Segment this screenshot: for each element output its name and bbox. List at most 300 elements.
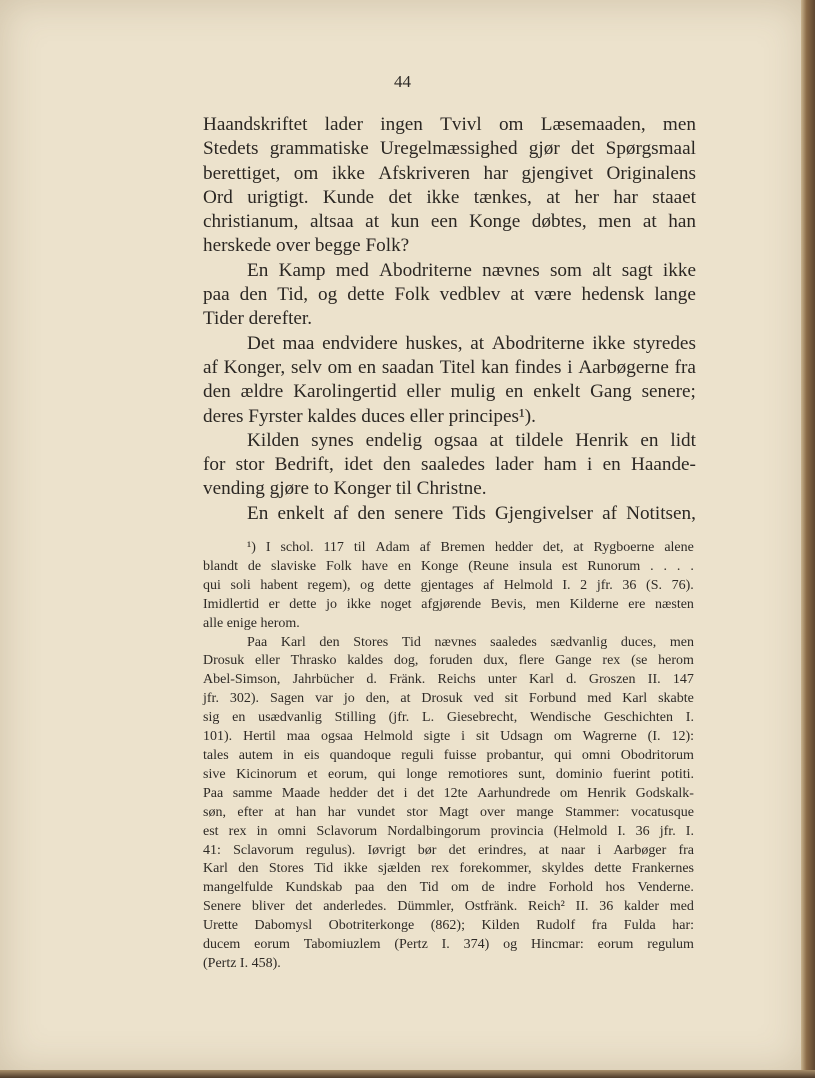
- word: har: [613, 186, 638, 208]
- word: Wendische: [529, 710, 592, 726]
- word: Stammer:: [565, 804, 620, 820]
- word: regulum: [647, 937, 694, 953]
- word: indre: [507, 880, 537, 896]
- word: om: [293, 162, 319, 184]
- word: II.: [575, 899, 589, 915]
- word: Rygboerne: [593, 540, 655, 555]
- word: om: [553, 729, 572, 745]
- line-text: herskede over begge Folk?: [203, 235, 410, 257]
- word: ogsaa: [434, 429, 478, 451]
- word: endelig: [365, 429, 423, 451]
- word: ham: [543, 454, 577, 476]
- word: de: [247, 558, 262, 574]
- word: synes: [311, 429, 354, 451]
- word: longe: [406, 766, 438, 782]
- word: I.: [685, 710, 694, 726]
- word: afgjørende: [421, 596, 482, 612]
- word: og: [503, 937, 518, 953]
- word: sive: [203, 766, 226, 782]
- footnote-line: [203, 842, 694, 861]
- word: altsaa: [309, 211, 354, 233]
- word: som: [549, 259, 582, 281]
- word: fuisse: [443, 747, 477, 763]
- word: sig: [203, 710, 220, 726]
- word: og: [318, 284, 338, 306]
- word: urigtigt.: [247, 186, 309, 208]
- word: (Pertz: [394, 937, 428, 953]
- word: Thrasko: [290, 653, 337, 669]
- word: ogsaa: [320, 729, 353, 745]
- word: Fulda: [623, 918, 656, 934]
- word: eorum: [597, 937, 634, 953]
- word: dominio: [555, 766, 603, 782]
- word: de: [481, 880, 495, 896]
- word: 36: [599, 899, 614, 915]
- word: dette: [594, 861, 622, 877]
- word: usædvanlig: [258, 710, 322, 726]
- word: den: [383, 454, 411, 476]
- footnote-line: [203, 879, 694, 898]
- word: Konge: [421, 558, 459, 574]
- word: næsten: [655, 596, 694, 612]
- word: sagt: [621, 259, 653, 281]
- word: Henrik: [587, 785, 627, 801]
- word: Tid: [314, 861, 334, 877]
- word: jo: [326, 596, 338, 612]
- word: Sclavorum: [233, 842, 294, 858]
- word: at: [489, 429, 504, 451]
- word: Wagrerne: [582, 729, 637, 745]
- word: men: [669, 634, 694, 650]
- word: est: [203, 823, 219, 839]
- word: herom: [658, 653, 694, 669]
- word: regem),: [307, 577, 351, 593]
- word: Abodriterne: [379, 259, 472, 281]
- word: 147: [672, 672, 694, 688]
- word: til: [353, 540, 366, 555]
- word: den: [319, 634, 340, 650]
- word: har: [483, 162, 509, 184]
- word: Venderne.: [637, 880, 694, 896]
- word: døbtes,: [531, 211, 587, 233]
- word: 76).: [671, 577, 694, 593]
- word: Afskriveren: [378, 162, 471, 184]
- footnote-line: [203, 955, 694, 974]
- word: erindres,: [477, 842, 527, 858]
- word: at: [400, 691, 411, 707]
- word: staaet: [652, 186, 696, 208]
- word: kaldes: [347, 653, 384, 669]
- word: L.: [422, 710, 435, 726]
- word: Abodriterne: [491, 332, 585, 354]
- word: hedder: [494, 540, 533, 555]
- word: ved: [473, 691, 494, 707]
- word: at: [470, 332, 485, 354]
- word: .: [663, 558, 668, 574]
- word: Fränk.: [389, 672, 426, 688]
- text-line: [203, 356, 696, 380]
- word: (I.: [647, 729, 661, 745]
- line-text: Tider derefter.: [203, 308, 313, 330]
- word: (jfr.: [388, 710, 410, 726]
- word: ikke: [343, 861, 368, 877]
- word: har: [327, 804, 346, 820]
- word: Hincmar:: [530, 937, 584, 953]
- word: dette: [347, 284, 385, 306]
- word: Godskalk-: [635, 785, 694, 801]
- word: det: [570, 138, 595, 160]
- word: med: [335, 259, 369, 281]
- word: af: [333, 502, 349, 524]
- word: in: [283, 747, 294, 763]
- word: Paa: [247, 634, 268, 650]
- word: rex: [431, 861, 449, 877]
- word: 36: [635, 823, 650, 839]
- page-edge-right: [801, 0, 815, 1078]
- word: paa: [203, 284, 230, 306]
- text-line: [203, 259, 696, 283]
- word: sjælden: [377, 861, 421, 877]
- word: Rudolf: [536, 918, 576, 934]
- word: ere: [628, 596, 646, 612]
- word: .: [690, 558, 694, 574]
- word: omni: [277, 823, 307, 839]
- word: lader: [495, 454, 534, 476]
- word: Kilderne: [569, 596, 619, 612]
- word: Gang: [590, 381, 632, 403]
- word: men: [598, 211, 632, 233]
- word: ikke: [331, 162, 365, 184]
- word: gjengivet: [521, 162, 593, 184]
- word: Drosuk: [421, 691, 463, 707]
- word: jfr.: [596, 577, 613, 593]
- word: Adam: [375, 540, 410, 555]
- footnote-line: [203, 823, 694, 842]
- word: dette: [289, 596, 317, 612]
- word: .: [650, 558, 654, 574]
- word: at: [546, 186, 561, 208]
- word: med: [669, 899, 694, 915]
- word: Stedets: [203, 138, 259, 160]
- word: det: [448, 842, 466, 858]
- word: christianum,: [203, 211, 299, 233]
- word: og: [360, 577, 375, 593]
- word: Aarbøger: [613, 842, 667, 858]
- word: det: [388, 186, 412, 208]
- word: men: [662, 114, 696, 135]
- word: Folk: [326, 558, 352, 574]
- word: I.: [617, 823, 626, 839]
- word: skyldes: [541, 861, 584, 877]
- footnotes: [203, 539, 694, 974]
- word: unter: [487, 672, 517, 688]
- word: stor: [406, 804, 428, 820]
- word: en: [505, 381, 524, 403]
- footnote-line: [203, 690, 694, 709]
- word: Læsemaaden,: [540, 114, 646, 135]
- word: i: [461, 729, 466, 745]
- footnote-line: [203, 577, 694, 596]
- word: senere: [394, 502, 444, 524]
- word: Det: [247, 332, 275, 354]
- word: gjør: [528, 138, 560, 160]
- word: Spørgsmaal: [605, 138, 696, 160]
- word: Forhold: [548, 880, 593, 896]
- word: Imidlertid: [203, 596, 259, 612]
- word: samme: [232, 785, 273, 801]
- word: være: [534, 284, 572, 306]
- word: ældre: [240, 381, 284, 403]
- word: reguli: [401, 747, 434, 763]
- word: om: [451, 880, 469, 896]
- word: den: [238, 861, 259, 877]
- word: Gjengivelser: [494, 502, 593, 524]
- word: gjentages: [420, 577, 474, 593]
- word: Hertil: [243, 729, 276, 745]
- word: at: [573, 540, 584, 555]
- word: Kicinorum: [236, 766, 297, 782]
- footnote-line: [203, 747, 694, 766]
- word: stor: [235, 454, 265, 476]
- word: kalder: [624, 899, 660, 915]
- word: Notitsen,: [626, 502, 696, 524]
- word: det: [295, 899, 313, 915]
- word: grammatiske: [269, 138, 369, 160]
- line-text: vending gjøre to Konger til Christne.: [203, 478, 487, 500]
- word: alt: [592, 259, 612, 281]
- word: En: [247, 502, 269, 524]
- word: Aarbøgerne: [578, 356, 669, 378]
- word: Konge: [469, 211, 521, 233]
- word: I.: [441, 937, 450, 953]
- word: rex: [228, 823, 247, 839]
- word: 36: [622, 577, 637, 593]
- word: Senere: [203, 899, 242, 915]
- word: eller: [255, 653, 280, 669]
- text-line: [203, 113, 696, 137]
- word: Tid: [419, 880, 439, 896]
- word: (se: [631, 653, 648, 669]
- word: Maade: [281, 785, 320, 801]
- footnote-line: [203, 596, 694, 615]
- word: ikke: [426, 186, 460, 208]
- word: een: [430, 211, 458, 233]
- word: .: [676, 558, 681, 574]
- word: Drosuk: [203, 653, 245, 669]
- word: eorum,: [328, 766, 368, 782]
- footnote-line: [203, 634, 694, 653]
- word: Dabomysl: [254, 918, 313, 934]
- word: sigte: [423, 729, 451, 745]
- word: potiti.: [660, 766, 694, 782]
- word: at: [642, 211, 657, 233]
- word: Runorum: [587, 558, 641, 574]
- word: rex: [602, 653, 621, 669]
- word: Tid,: [277, 284, 309, 306]
- word: Stores: [353, 634, 389, 650]
- word: fra: [591, 918, 608, 934]
- word: Karl: [622, 691, 648, 707]
- word: Kilden: [481, 918, 520, 934]
- word: Abel-Simson,: [203, 672, 281, 688]
- footnote-line: [203, 652, 694, 671]
- word: Obotriterkonge: [328, 918, 415, 934]
- word: af: [602, 502, 617, 524]
- main-text: [203, 113, 696, 526]
- word: maa: [286, 729, 311, 745]
- word: fuerint: [613, 766, 651, 782]
- word: vocatusque: [630, 804, 694, 820]
- word: ¹): [247, 540, 256, 555]
- word: mange: [516, 804, 554, 820]
- word: 12te: [443, 785, 468, 801]
- word: mulig: [450, 381, 496, 403]
- word: den: [386, 880, 408, 896]
- word: 302).: [229, 691, 260, 707]
- word: af: [203, 356, 218, 378]
- text-line: [203, 162, 696, 186]
- word: styredes: [633, 332, 696, 354]
- word: har:: [672, 918, 694, 934]
- word: 2: [580, 577, 588, 593]
- word: Urette: [203, 918, 238, 934]
- text-line: [203, 332, 696, 356]
- word: habent: [260, 577, 298, 593]
- word: er: [268, 596, 280, 612]
- word: dux,: [483, 653, 508, 669]
- word: I.: [562, 577, 571, 593]
- word: Sclavorum: [316, 823, 378, 839]
- word: (Helmold: [553, 823, 608, 839]
- word: (862);: [430, 918, 465, 934]
- word: endvidere: [322, 332, 398, 354]
- footnote-line: [203, 671, 694, 690]
- word: men: [535, 596, 560, 612]
- word: qui: [377, 766, 396, 782]
- word: lange: [654, 284, 696, 306]
- word: Jahrbücher: [292, 672, 355, 688]
- word: ikke: [592, 332, 626, 354]
- word: Obodritorum: [620, 747, 694, 763]
- word: provincia: [490, 823, 544, 839]
- word: Geschichten: [603, 710, 674, 726]
- word: Giesebrecht,: [446, 710, 518, 726]
- footnote-line: [203, 936, 694, 955]
- word: Karolingertid: [293, 381, 397, 403]
- word: skabte: [658, 691, 694, 707]
- word: en: [640, 429, 659, 451]
- word: enkelt: [277, 502, 325, 524]
- word: Tids: [452, 502, 486, 524]
- word: Kamp: [278, 259, 326, 281]
- word: idet: [344, 454, 373, 476]
- word: Paa: [203, 785, 224, 801]
- word: fra: [674, 356, 696, 378]
- word: her: [574, 186, 599, 208]
- footnote-line: [203, 766, 694, 785]
- word: hos: [605, 880, 625, 896]
- word: senere;: [641, 381, 696, 403]
- word: om: [327, 356, 353, 378]
- word: 12):: [671, 729, 694, 745]
- word: I.: [685, 823, 694, 839]
- word: jo: [343, 691, 355, 707]
- word: at: [274, 804, 285, 820]
- word: Ord: [203, 186, 233, 208]
- word: tildele: [515, 429, 564, 451]
- page-edge-bottom: [0, 1070, 815, 1078]
- word: huskes,: [405, 332, 463, 354]
- word: sit: [504, 691, 518, 707]
- word: noget: [380, 596, 412, 612]
- word: Folk: [394, 284, 430, 306]
- word: Haande-: [630, 454, 696, 476]
- word: i: [597, 842, 602, 858]
- word: en: [602, 454, 621, 476]
- word: Dümmler,: [397, 899, 454, 915]
- text-line: [203, 477, 696, 501]
- word: for: [203, 454, 226, 476]
- word: han: [296, 804, 317, 820]
- word: Gange: [555, 653, 592, 669]
- word: selv: [290, 356, 322, 378]
- text-line: [203, 502, 696, 526]
- word: Forbund: [528, 691, 577, 707]
- word: En: [247, 259, 269, 281]
- word: dette: [383, 577, 412, 593]
- footnote-line: [203, 898, 694, 917]
- text-line: [203, 429, 696, 453]
- word: Ostfränk.: [464, 899, 518, 915]
- word: Kundskab: [285, 880, 343, 896]
- word: Titel: [439, 356, 476, 378]
- word: i: [587, 454, 593, 476]
- word: tales: [203, 747, 229, 763]
- word: saaledes: [420, 454, 485, 476]
- word: Karl: [203, 861, 228, 877]
- word: efter: [237, 804, 264, 820]
- word: han: [668, 211, 696, 233]
- word: hedensk: [581, 284, 645, 306]
- footnote-line: [203, 539, 694, 558]
- word: sunt,: [518, 766, 546, 782]
- word: Iøvrigt: [367, 842, 406, 858]
- word: naar: [561, 842, 586, 858]
- word: in: [256, 823, 268, 839]
- word: saaledes: [490, 634, 537, 650]
- word: blandt: [203, 558, 238, 574]
- word: schol.: [280, 540, 314, 555]
- word: probantur,: [486, 747, 544, 763]
- word: ingen: [380, 114, 423, 135]
- word: jfr.: [659, 823, 676, 839]
- word: Sagen: [269, 691, 305, 707]
- word: II.: [647, 672, 661, 688]
- word: 374): [463, 937, 490, 953]
- word: slaviske: [271, 558, 317, 574]
- footnote-line: [203, 917, 694, 936]
- word: ikke: [346, 596, 371, 612]
- line-text: deres Fyrster kaldes duces eller principes¹).: [203, 405, 536, 427]
- word: den,: [365, 691, 390, 707]
- footnote-text: alle enige herom.: [203, 615, 300, 631]
- word: d.: [566, 672, 577, 688]
- text-line: [203, 137, 696, 161]
- text-line: [203, 186, 696, 210]
- page-number: 44: [394, 72, 411, 91]
- word: autem: [238, 747, 273, 763]
- word: omni: [581, 747, 611, 763]
